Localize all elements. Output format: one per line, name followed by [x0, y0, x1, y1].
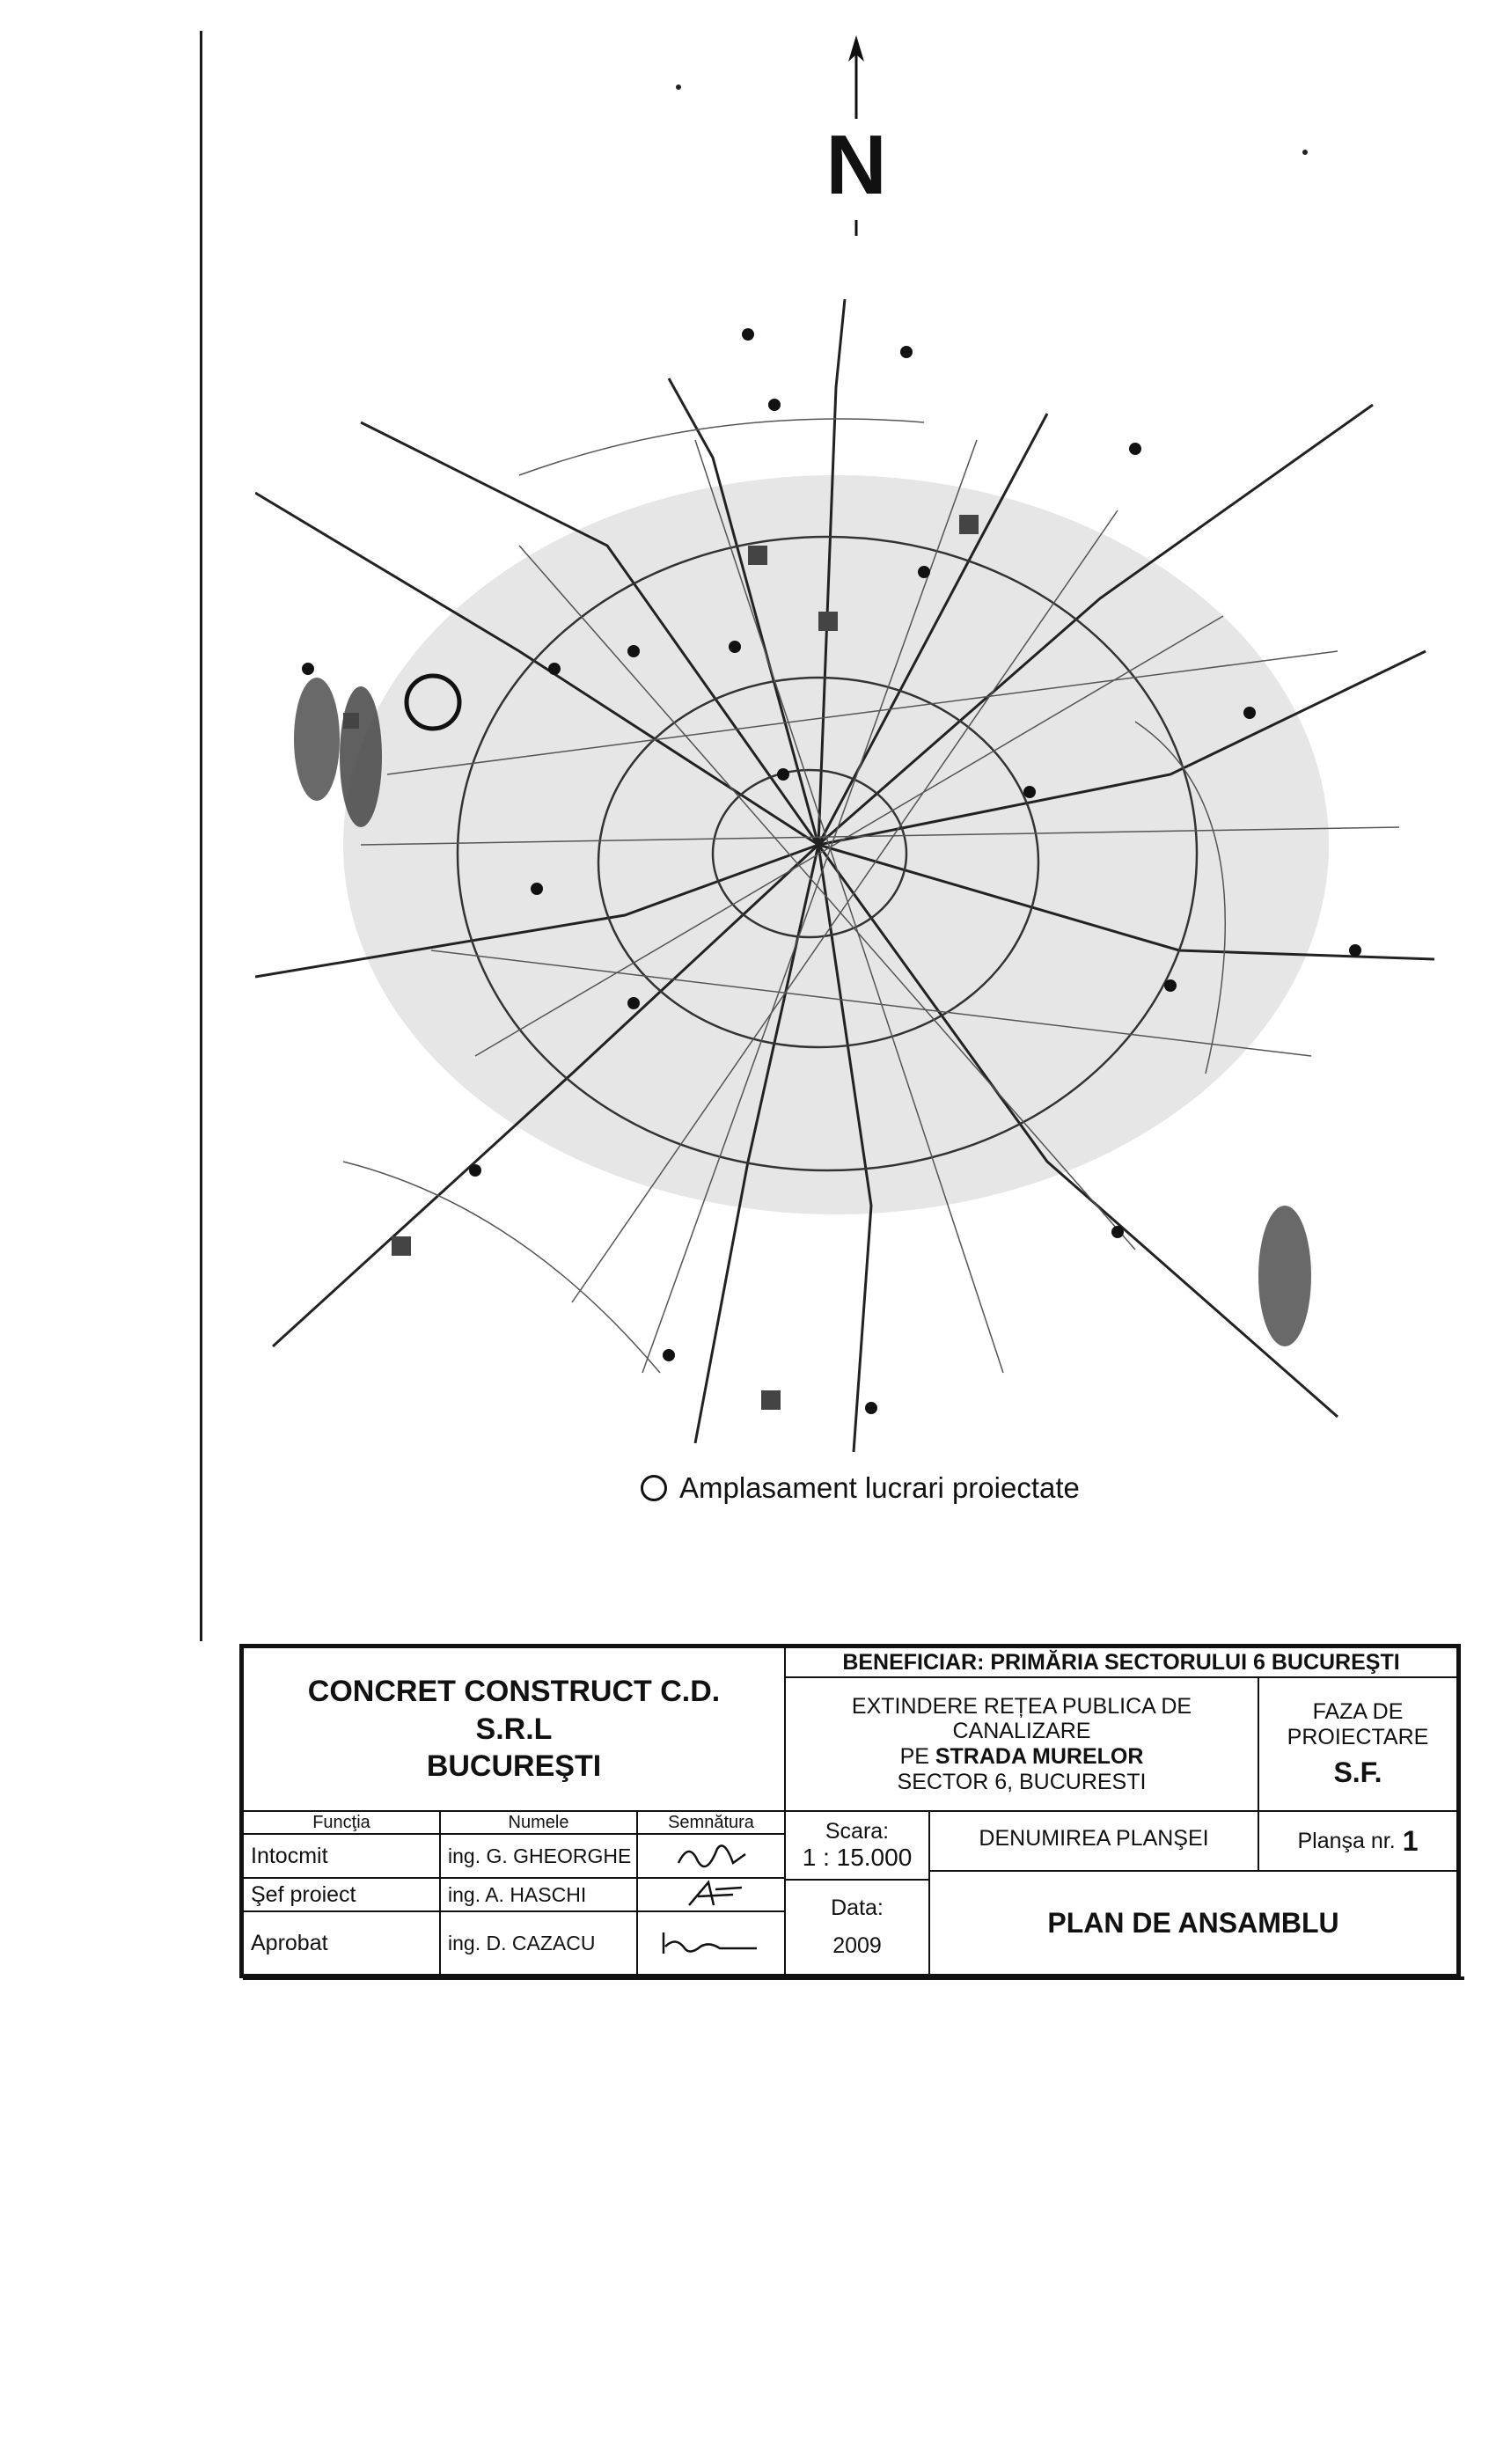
beneficiary-cell	[784, 1646, 1458, 1678]
date-value: 2009	[832, 1933, 882, 1958]
project-line-1: EXTINDERE REȚEA PUBLICA DE	[851, 1693, 1192, 1719]
company-city: BUCUREŞTI	[426, 1749, 602, 1784]
sheet-no-value: 1	[1402, 1824, 1419, 1857]
map-street-labels	[255, 1461, 256, 1462]
project-sector: SECTOR 6, BUCURESTI	[897, 1769, 1147, 1794]
project-street-prefix: PE	[899, 1744, 935, 1769]
row-signature-2	[636, 1877, 786, 1912]
sheet-title-cell	[928, 1870, 1458, 1976]
project-street: STRADA MURELOR	[935, 1744, 1144, 1769]
signature-3-icon	[658, 1925, 764, 1961]
project-description-cell	[784, 1676, 1259, 1812]
row-name-3: ing. D. CAZACU	[439, 1910, 638, 1976]
legend-text: Amplasament lucrari proiectate	[679, 1471, 1080, 1504]
city-map	[255, 282, 1434, 1461]
header-name: Numele	[439, 1810, 638, 1835]
phase-value: S.F.	[1333, 1756, 1382, 1789]
north-label: N	[825, 118, 887, 212]
signature-2-icon	[671, 1879, 751, 1910]
map-legend	[641, 1471, 1080, 1505]
signature-1-icon	[671, 1837, 751, 1875]
title-block	[239, 1644, 1461, 1978]
scale-value: 1 : 15.000	[802, 1844, 913, 1872]
scan-speck	[676, 84, 681, 90]
company-name-line1: CONCRET CONSTRUCT C.D.	[307, 1675, 721, 1709]
sheet-name-label-cell	[928, 1810, 1259, 1872]
row-function-3: Aprobat	[242, 1910, 441, 1976]
row-function-1: Intocmit	[242, 1833, 441, 1879]
row-name-2: ing. A. HASCHI	[439, 1877, 638, 1912]
project-line-2: CANALIZARE	[952, 1719, 1091, 1744]
sheet-number-cell	[1258, 1810, 1458, 1872]
street-label	[255, 1461, 256, 1462]
page-margin-line	[200, 31, 202, 1641]
row-signature-3	[636, 1910, 786, 1976]
project-line-3	[900, 1744, 1144, 1770]
company-cell	[242, 1646, 786, 1812]
row-signature-1	[636, 1833, 786, 1879]
company-name-line2: S.R.L	[475, 1712, 553, 1746]
phase-label: FAZA DE PROIECTARE	[1287, 1698, 1429, 1749]
beneficiary-text: BENEFICIAR: PRIMĂRIA SECTORULUI 6 BUCUREŞTI	[842, 1649, 1400, 1675]
legend-circle-icon	[641, 1475, 667, 1501]
sheet-no-label: Planşa nr.	[1297, 1828, 1396, 1853]
scale-cell	[784, 1810, 930, 1881]
phase-cell	[1258, 1676, 1458, 1812]
header-function: Funcţia	[242, 1810, 441, 1835]
row-function-2: Şef proiect	[242, 1877, 441, 1912]
date-cell	[784, 1879, 930, 1976]
header-signature: Semnătura	[636, 1810, 786, 1835]
sheet-title: PLAN DE ANSAMBLU	[1047, 1906, 1339, 1939]
sheet-name-label: DENUMIREA PLANŞEI	[979, 1826, 1209, 1851]
date-label: Data:	[831, 1896, 884, 1921]
scan-speck	[1302, 150, 1308, 155]
row-name-1: ing. G. GHEORGHE	[439, 1833, 638, 1879]
scale-label: Scara:	[825, 1818, 890, 1844]
